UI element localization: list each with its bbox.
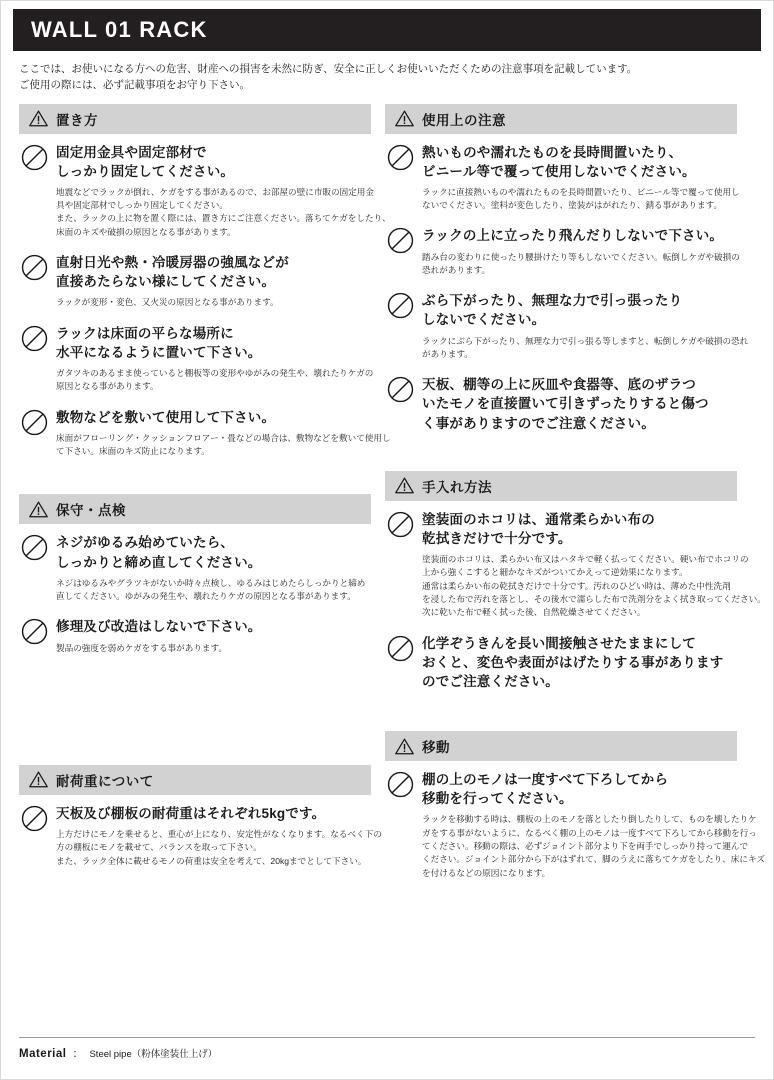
notice-title-line: 塗装面のホコリは、通常柔らかい布の — [422, 511, 655, 527]
warning-triangle-icon — [29, 501, 48, 518]
intro-line-1: ここでは、お使いになる方への危害、財産への損害を未然に防ぎ、安全に正しくお使いいただくための注意事項を記載しています。 — [19, 63, 638, 75]
prohibition-icon — [387, 770, 414, 880]
notice-desc-line: ネジはゆるみやグラツキがないか時々点検し、ゆるみはじめたらしっかりと締め — [56, 577, 366, 588]
notice-desc-line: また、ラックの上に物を置く際には、置き方にご注意ください。落ちてケガをしたり、 — [56, 213, 391, 224]
notice-title-line: 水平になるように置いて下さい。 — [56, 344, 262, 360]
section — [19, 104, 391, 473]
notice-title-line: ラックの上に立ったり飛んだりしないで下さい。 — [422, 228, 724, 244]
section-title: 手入れ方法 — [422, 479, 492, 495]
notice-desc-line: 直してください。ゆがみの発生や、壊れたりケガの原因となる事があります。 — [56, 591, 356, 602]
notice-item-description — [56, 577, 371, 604]
notice-item-title — [422, 143, 740, 181]
notice-title-line: 熱いものや濡れたものを長時間置いたり、 — [422, 144, 683, 160]
notice-desc-line: ラックが変形・変色、又火災の原因となる事があります。 — [56, 297, 279, 308]
prohibition-icon — [21, 804, 48, 868]
section-title: 置き方 — [56, 112, 98, 128]
intro-line-2: ご使用の際には、必ず記載事項をお守り下さい。 — [19, 79, 250, 92]
notice-title-line: ビニール等で覆って使用しないでください。 — [422, 163, 696, 179]
notice-item — [21, 143, 391, 240]
notice-desc-line: ガをする事がないように、なるべく棚の上のモノは一度すべて下ろしてから移動を行っ — [422, 827, 757, 838]
notice-item — [387, 510, 766, 620]
prohibition-icon — [21, 324, 48, 394]
notice-item-body — [56, 533, 371, 603]
notice-title-line: 修理及び改造はしないで下さい。 — [56, 619, 262, 635]
notice-item-title — [56, 533, 371, 571]
notice-title-line: 天板、棚等の上に灰皿や食器等、底のザラつ — [422, 377, 696, 393]
section — [19, 765, 382, 882]
notice-item — [387, 770, 765, 880]
notice-title-line: く事がありますのでご注意ください。 — [422, 415, 655, 431]
content-columns — [19, 104, 766, 898]
notice-desc-line: 通常は柔らかい布の乾拭きだけで十分です。汚れのひどい時は、薄めた中性洗剤 — [422, 580, 731, 591]
notice-item-description — [56, 432, 391, 459]
notice-item — [21, 617, 371, 654]
notice-desc-line: 塗装面のホコリは、柔らかい布又はハタキで軽く払ってください。硬い布でホコリの — [422, 553, 749, 564]
notice-item — [387, 634, 737, 691]
notice-desc-line: 上から強くこすると細かなキズがついてかえって逆効果になります。 — [422, 567, 688, 578]
notice-item-title — [56, 253, 371, 291]
prohibition-icon — [21, 617, 48, 654]
notice-desc-line: ラックに直接熱いものや濡れたものを長時間置いたり、ビニール等で覆って使用し — [422, 186, 740, 197]
warning-triangle-icon — [29, 771, 48, 788]
notice-item-description — [56, 367, 373, 394]
notice-desc-line: 床面のキズや破損の原因となる事があります。 — [56, 226, 236, 237]
notice-title-line: 化学ぞうきんを長い間接触させたままにして — [422, 635, 696, 651]
section-header — [385, 471, 737, 501]
notice-item — [387, 375, 737, 432]
prohibition-icon — [21, 143, 48, 240]
notice-item — [21, 253, 371, 310]
section-header — [385, 104, 737, 134]
notice-desc-line: ガタツキのあるまま使っていると棚板等の変形やゆがみの発生や、壊れたりケガの — [56, 368, 374, 379]
notice-item-body — [422, 375, 737, 432]
page-header — [13, 9, 761, 51]
notice-item-body — [56, 408, 391, 459]
prohibition-icon — [21, 533, 48, 603]
footer-material — [19, 1037, 755, 1061]
notice-desc-line: を浸した布で汚れを落とし、その後水で濡らした布で洗剤分をよく拭き取ってください。 — [422, 593, 766, 604]
notice-title-line: ネジがゆるみ始めていたら、 — [56, 535, 235, 551]
notice-title-line: いたモノを直接置いて引きずったりすると傷つ — [422, 396, 709, 412]
warning-triangle-icon — [29, 110, 48, 127]
notice-title-line: 棚の上のモノは一度すべて下ろしてから — [422, 772, 669, 787]
notice-item — [21, 533, 371, 603]
right-column — [385, 104, 766, 898]
notice-item-title — [56, 617, 371, 636]
notice-item-description — [56, 642, 371, 655]
prohibition-icon — [387, 634, 414, 691]
notice-desc-line: また、ラック全体に載せるモノの荷重は安全を考えて、20kgまでとして下さい。 — [56, 855, 367, 866]
notice-title-line: 移動を行ってください。 — [422, 791, 573, 807]
notice-desc-line: 製品の強度を弱めケガをする事があります。 — [56, 642, 228, 653]
notice-title-line: ラックは床面の平らな場所に — [56, 325, 234, 341]
prohibition-icon — [387, 375, 414, 432]
notice-item-description — [56, 296, 371, 309]
notice-title-line: 固定用金具や固定部材で — [56, 144, 207, 160]
notice-item-body — [56, 617, 371, 654]
notice-item-description — [422, 553, 766, 620]
section — [385, 104, 749, 447]
notice-item — [21, 804, 382, 868]
prohibition-icon — [21, 408, 48, 459]
notice-desc-line: 床面がフローリング・クッションフロアー・畳などの場合は、敷物などを敷いて使用し — [56, 432, 391, 443]
notice-item-title — [422, 375, 737, 432]
notice-desc-line: 方の棚板にモノを載せて、バランスを取って下さい。 — [56, 842, 262, 853]
notice-item-description — [56, 828, 382, 868]
notice-item-body — [56, 253, 371, 310]
notice-desc-line: てください。移動の際は、必ずジョイント部分より下を両手でしっかり持って運んで — [422, 840, 749, 851]
notice-item-title — [422, 291, 748, 329]
notice-item-description — [422, 813, 765, 880]
notice-item-title — [56, 324, 373, 362]
notice-desc-line: があります。 — [422, 348, 473, 359]
section-spacer — [385, 709, 737, 731]
notice-title-line: しっかりと締め直してください。 — [56, 554, 262, 570]
notice-item-body — [422, 634, 737, 691]
notice-desc-line: 具や固定部材でしっかり固定してください。 — [56, 200, 228, 211]
notice-desc-line: 恐れがあります。 — [422, 264, 491, 275]
notice-item-description — [422, 251, 740, 278]
section-title: 耐荷重について — [56, 773, 154, 789]
notice-item-description — [422, 335, 748, 362]
notice-item — [387, 291, 749, 361]
notice-title-line: 乾拭きだけで十分です。 — [422, 530, 572, 546]
notice-desc-line: 地震などでラックが倒れ、ケガをする事があるので、お部屋の壁に市販の固定用金 — [56, 186, 374, 197]
intro-text — [19, 61, 755, 94]
notice-title-line: 敷物などを敷いて使用して下さい。 — [56, 409, 276, 425]
section — [19, 494, 371, 668]
section-spacer — [19, 476, 371, 494]
section-header — [19, 104, 371, 134]
prohibition-icon — [387, 291, 414, 361]
notice-desc-line: を付けるなどの原因になります。 — [422, 867, 551, 878]
notice-item — [387, 143, 740, 213]
notice-item-title — [422, 226, 740, 245]
notice-item-body — [422, 510, 766, 620]
section-header — [385, 731, 737, 761]
notice-title-line: おくと、変色や表面がはげたりする事があります — [422, 654, 724, 670]
notice-desc-line: ラックを移動する時は、棚板の上のモノを落としたり倒したりして、ものを壊したりケ — [422, 814, 757, 825]
notice-item-description — [422, 186, 740, 213]
notice-item-title — [422, 770, 765, 808]
section-title: 使用上の注意 — [422, 112, 506, 128]
notice-item-title — [56, 408, 391, 427]
prohibition-icon — [21, 253, 48, 310]
notice-desc-line: ないでください。塗料が変色したり、塗装がはがれたり、錆る事があります。 — [422, 200, 723, 211]
notice-desc-line: 上方だけにモノを乗せると、重心が上になり、安定性がなくなります。なるべく下の — [56, 829, 382, 839]
notice-item-body — [56, 143, 391, 240]
section-header — [19, 494, 371, 524]
notice-item-title — [422, 510, 766, 548]
warning-triangle-icon — [395, 110, 414, 127]
section-spacer — [19, 673, 371, 765]
notice-desc-line: て下さい。床面のキズ防止になります。 — [56, 446, 210, 457]
left-column — [19, 104, 391, 898]
material-label: Material — [19, 1048, 67, 1060]
notice-desc-line: 原因となる事があります。 — [56, 381, 159, 392]
notice-item — [21, 408, 391, 459]
notice-title-line: しっかり固定してください。 — [56, 163, 235, 179]
section-header — [19, 765, 371, 795]
notice-item-body — [56, 324, 373, 394]
section — [385, 731, 765, 894]
prohibition-icon — [387, 510, 414, 620]
notice-item-body — [422, 226, 740, 277]
notice-title-line: 直射日光や熱・冷暖房器の強風などが — [56, 255, 289, 271]
notice-item-title — [56, 804, 382, 823]
prohibition-icon — [387, 226, 414, 277]
notice-title-line: 天板及び棚板の耐荷重はそれぞれ5kgです。 — [56, 805, 326, 821]
notice-item-title — [422, 634, 737, 691]
notice-desc-line: ください。ジョイント部分から下がはずれて、脚のうえに落ちてケガをしたり、床にキズ — [422, 854, 765, 865]
warning-triangle-icon — [395, 738, 414, 755]
notice-item-body — [422, 291, 748, 361]
notice-title-line: ぶら下がったり、無理な力で引っ張ったり — [422, 293, 683, 309]
notice-desc-line: 次に乾いた布で軽く拭った後、自然乾燥させてください。 — [422, 607, 646, 618]
section-title: 保守・点検 — [56, 503, 126, 519]
notice-title-line: しないでください。 — [422, 312, 546, 328]
material-separator: ： — [72, 1048, 84, 1060]
section-spacer — [385, 451, 737, 471]
notice-item-body — [422, 770, 765, 880]
notice-item-body — [56, 804, 382, 868]
notice-desc-line: ラックにぶら下がったり、無理な力で引っ張る等しますと、転倒しケガや破損の恐れ — [422, 335, 749, 346]
notice-title-line: 直接あたらない様にしてください。 — [56, 274, 276, 290]
notice-item-description — [56, 186, 391, 239]
notice-desc-line: 踏み台の変わりに使ったり腰掛けたり等もしないでください。転倒しケガや破損の — [422, 251, 740, 262]
section — [385, 471, 766, 705]
notice-title-line: のでご注意ください。 — [422, 673, 559, 689]
prohibition-icon — [387, 143, 414, 213]
notice-item-title — [56, 143, 391, 181]
notice-item-body — [422, 143, 740, 213]
warning-triangle-icon — [395, 477, 414, 494]
notice-item — [21, 324, 374, 394]
section-title: 移動 — [422, 740, 450, 755]
page-title: WALL 01 RACK — [31, 17, 208, 42]
notice-item — [387, 226, 740, 277]
material-value: Steel pipe（粉体塗装仕上げ） — [89, 1049, 218, 1060]
